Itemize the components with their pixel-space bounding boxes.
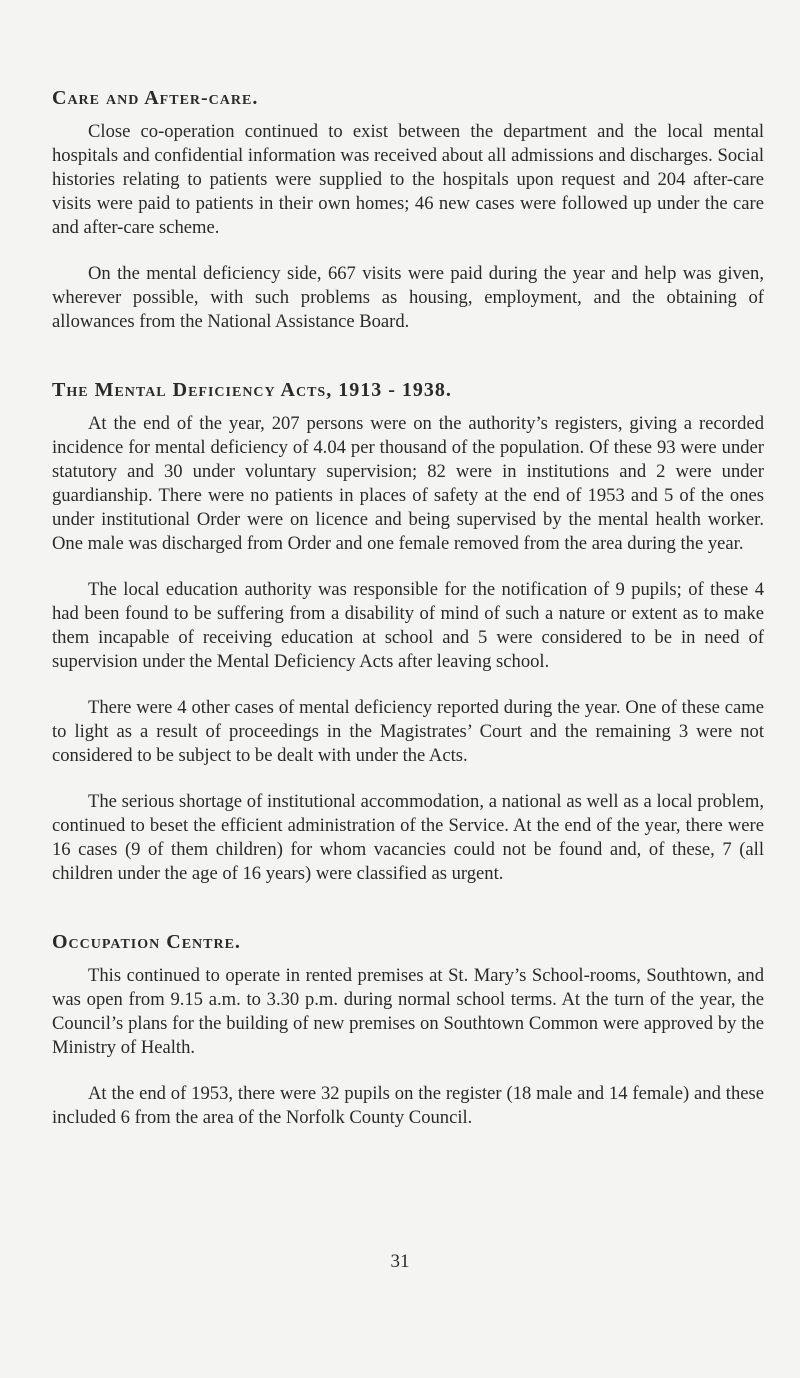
- paragraph: The serious shortage of institutional accommodation, a national as well as a local problem, continued to beset the efficient administration of the Service. At the end of the year, there were 16 cases (9 of them children) for whom vacancies could not be found and, of these, 7 (all children under the age of 16 years) were classified as urgent.: [52, 791, 764, 884]
- section-care-and-after-care: [52, 84, 764, 334]
- section-heading: Care and After-care.: [52, 87, 259, 109]
- document-page: [52, 84, 764, 1130]
- section-heading: Occupation Centre.: [52, 931, 241, 953]
- section-heading: The Mental Deficiency Acts, 1913 - 1938.: [52, 379, 452, 401]
- paragraph: At the end of the year, 207 persons were on the authority’s registers, giving a recorded incidence for mental deficiency of 4.04 per thousand of the population. Of these 93 were under statutory and 30 under voluntary supervision; 82 were in institutions and 2 were under guardianship. There were no patients in places of safety at the end of 1953 and 5 of the ones under institutional Order were on licence and being supervised by the mental health worker. One male was discharged from Order and one female removed from the area during the year.: [52, 413, 764, 554]
- paragraph: There were 4 other cases of mental deficiency reported during the year. One of these came to light as a result of proceedings in the Magistrates’ Court and the remaining 3 were not considered to be subject to be dealt with under the Acts.: [52, 697, 764, 766]
- section-mental-deficiency-acts: [52, 376, 764, 886]
- paragraph: The local education authority was responsible for the notification of 9 pupils; of these 4 had been found to be suffering from a disability of mind of such a nature or extent as to make them incapable of receiving education at school and 5 were considered to be in need of supervision under the Mental Deficiency Acts after leaving school.: [52, 579, 764, 672]
- section-occupation-centre: [52, 928, 764, 1130]
- page-number: 31: [390, 1251, 410, 1272]
- paragraph: On the mental deficiency side, 667 visits were paid during the year and help was given, wherever possible, with such problems as housing, employment, and the obtaining of allowances from the National Assistance Board.: [52, 263, 764, 332]
- paragraph: At the end of 1953, there were 32 pupils on the register (18 male and 14 female) and these included 6 from the area of the Norfolk County Council.: [52, 1083, 764, 1128]
- paragraph: Close co-operation continued to exist between the department and the local mental hospitals and confidential information was received about all admissions and discharges. Social histories relating to patients were supplied to the hospitals upon request and 204 after-care visits were paid to patients in their own homes; 46 new cases were followed up under the care and after-care scheme.: [52, 121, 764, 238]
- paragraph: This continued to operate in rented premises at St. Mary’s School-rooms, Southtown, and was open from 9.15 a.m. to 3.30 p.m. during normal school terms. At the turn of the year, the Council’s plans for the building of new premises on Southtown Common were approved by the Ministry of Health.: [52, 965, 764, 1058]
